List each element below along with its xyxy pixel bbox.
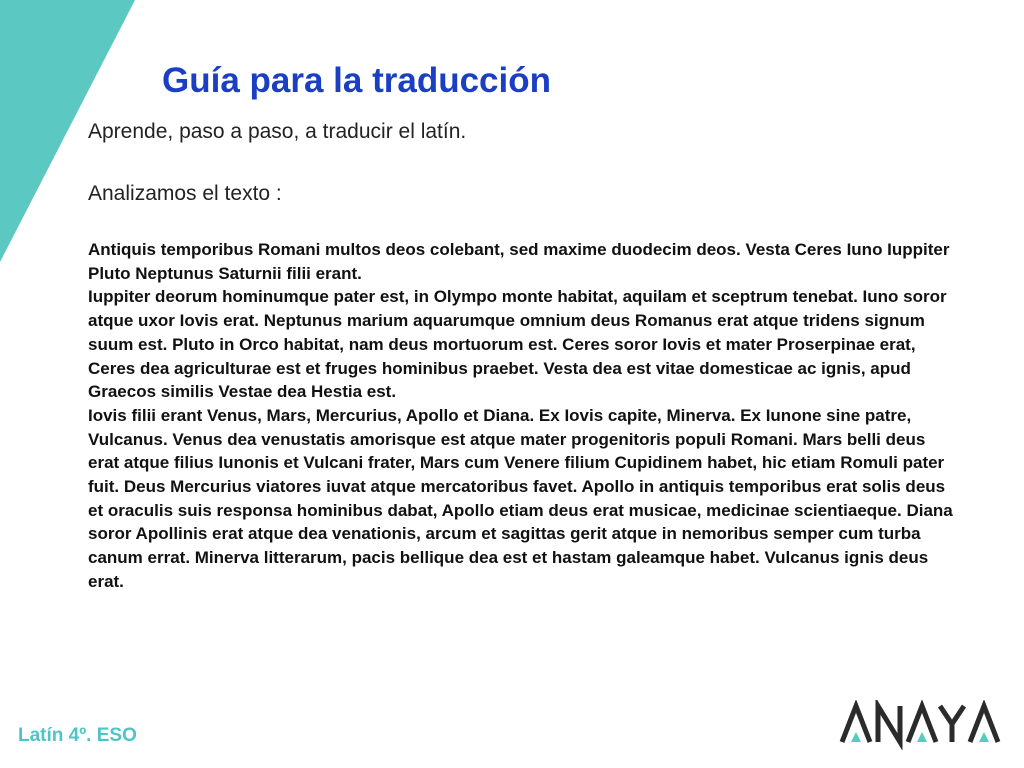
latin-paragraph: Iovis filii erant Venus, Mars, Mercurius, Apollo et Diana. Ex Iovis capite, Minerva. Ex Iunone sine patre, Vulcanus. Venus dea venustatis amorisque est atque mater progenitoris populi Romani. Mars belli deus erat atque filius Iunonis et Vulcani frater, Mars cum Venere filium Cupidinem habet, hic etiam Romuli pater fuit. Deus Mercurius viatores iuvat atque mercatoribus favet. Apollo in antiquis temporibus erat solis deus et oraculis suis responsa hominibus dabat, Apollo etiam deus erat musicae, medicinae scientiaeque. Diana soror Apollinis erat atque dea venationis, arcum et sagittas gerit atque in nemoribus semper cum turba canum errat. Minerva litterarum, pacis bellique dea est et hastam galeamque habet. Vulcanus ignis deus erat. [88, 405, 953, 591]
page-subtitle: Aprende, paso a paso, a traducir el latín. [88, 120, 467, 143]
anaya-logo [836, 700, 1008, 750]
page-title: Guía para la traducción [162, 61, 551, 100]
latin-text-block [88, 238, 958, 594]
section-heading: Analizamos el texto : [88, 182, 282, 205]
latin-paragraph: Iuppiter deorum hominumque pater est, in Olympo monte habitat, aquilam et sceptrum tenebat. Iuno soror atque uxor Iovis erat. Neptunus marium aquarumque omnium deus Romanus erat atque tridens signum suum est. Pluto in Orco habitat, nam deus mortuorum est. Ceres soror Iovis et mater Proserpinae erat, Ceres dea agriculturae est et fruges hominibus praebet. Vesta dea est vitae domesticae ac ignis, apud Graecos similis Vestae dea Hestia est. [88, 287, 947, 402]
course-label: Latín 4º. ESO [18, 725, 137, 746]
latin-paragraph: Antiquis temporibus Romani multos deos colebant, sed maxime duodecim deos. Vesta Ceres Iuno Iuppiter Pluto Neptunus Saturnii filii erant. [88, 240, 950, 283]
